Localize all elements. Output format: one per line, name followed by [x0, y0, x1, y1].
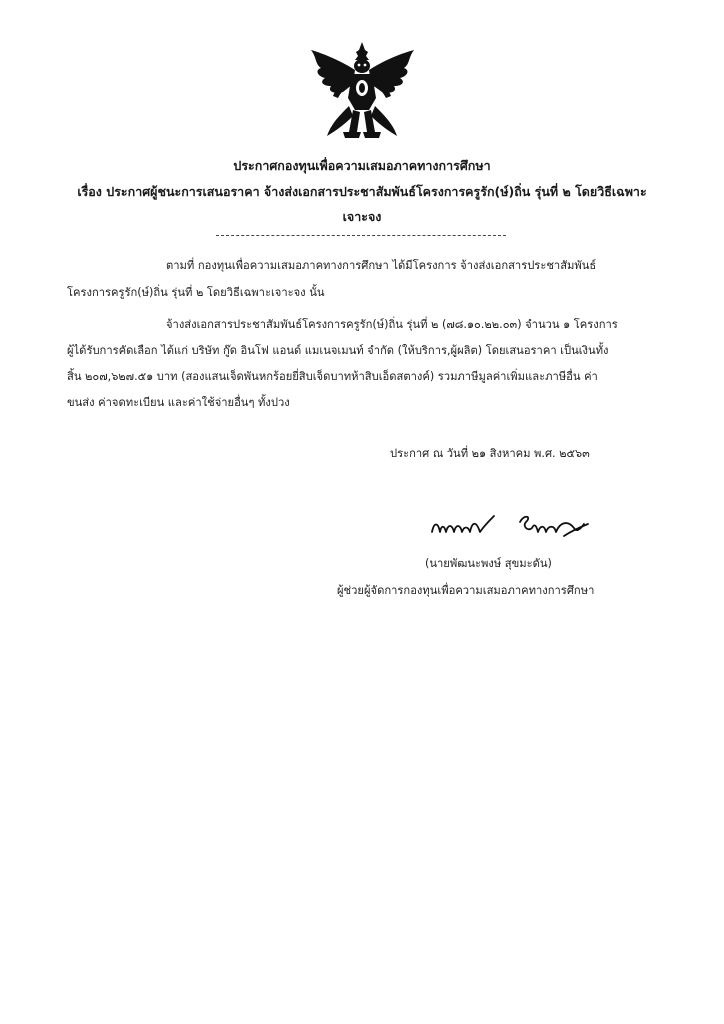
paragraph-1-line-1: ตามที่ กองทุนเพื่อความเสมอภาคทางการศึกษา ได้มีโครงการ จ้างส่งเอกสารประชาสัมพันธ์: [166, 259, 597, 272]
document-title: ประกาศกองทุนเพื่อความเสมอภาคทางการศึกษา: [233, 158, 491, 173]
paragraph-2-line-1: จ้างส่งเอกสารประชาสัมพันธ์โครงการครูรัก(ษ์)ถิ่น รุ่นที่ ๒ (๗๘.๑๐.๒๒.๐๓) จำนวน ๑ โครงการ: [166, 318, 618, 331]
handwritten-signature: [428, 508, 600, 544]
subject-line: เรื่อง ประกาศผู้ชนะการเสนอราคา จ้างส่งเอกสารประชาสัมพันธ์โครงการครูรัก(ษ์)ถิ่น รุ่นที่ ๒ โดยวิธีเฉพาะ: [77, 184, 647, 199]
paragraph-1-line-2: โครงการครูรัก(ษ์)ถิ่น รุ่นที่ ๒ โดยวิธีเฉพาะเจาะจง นั้น: [67, 286, 325, 299]
paragraph-2-line-2: ผู้ได้รับการคัดเลือก ได้แก่ บริษัท กู๊ด อินโฟ แอนด์ แมเนจเมนท์ จำกัด (ให้บริการ,ผู้ผลิต) โดยเสนอราคา เป็นเงินทั้ง: [67, 344, 609, 357]
signer-title: ผู้ช่วยผู้จัดการกองทุนเพื่อความเสมอภาคทางการศึกษา: [337, 584, 595, 597]
paragraph-2-line-4: ขนส่ง ค่าจดทะเบียน และค่าใช้จ่ายอื่นๆ ทั้งปวง: [67, 396, 290, 409]
announcement-date: ประกาศ ณ วันที่ ๒๑ สิงหาคม พ.ศ. ๒๕๖๓: [390, 447, 590, 460]
separator-line: [216, 235, 506, 236]
signer-name: (นายพัฒนะพงษ์ สุขมะดัน): [425, 557, 552, 570]
subject-line-continued: เจาะจง: [342, 209, 382, 224]
garuda-emblem-icon: [305, 40, 420, 150]
paragraph-2-line-3: สิ้น ๒๐๗,๖๒๗.๕๑ บาท (สองแสนเจ็ดพันหกร้อยยี่สิบเจ็ดบาทห้าสิบเอ็ดสตางค์) รวมภาษีมูลค่าเพิ่มและภาษีอื่น ค่า: [67, 370, 598, 383]
